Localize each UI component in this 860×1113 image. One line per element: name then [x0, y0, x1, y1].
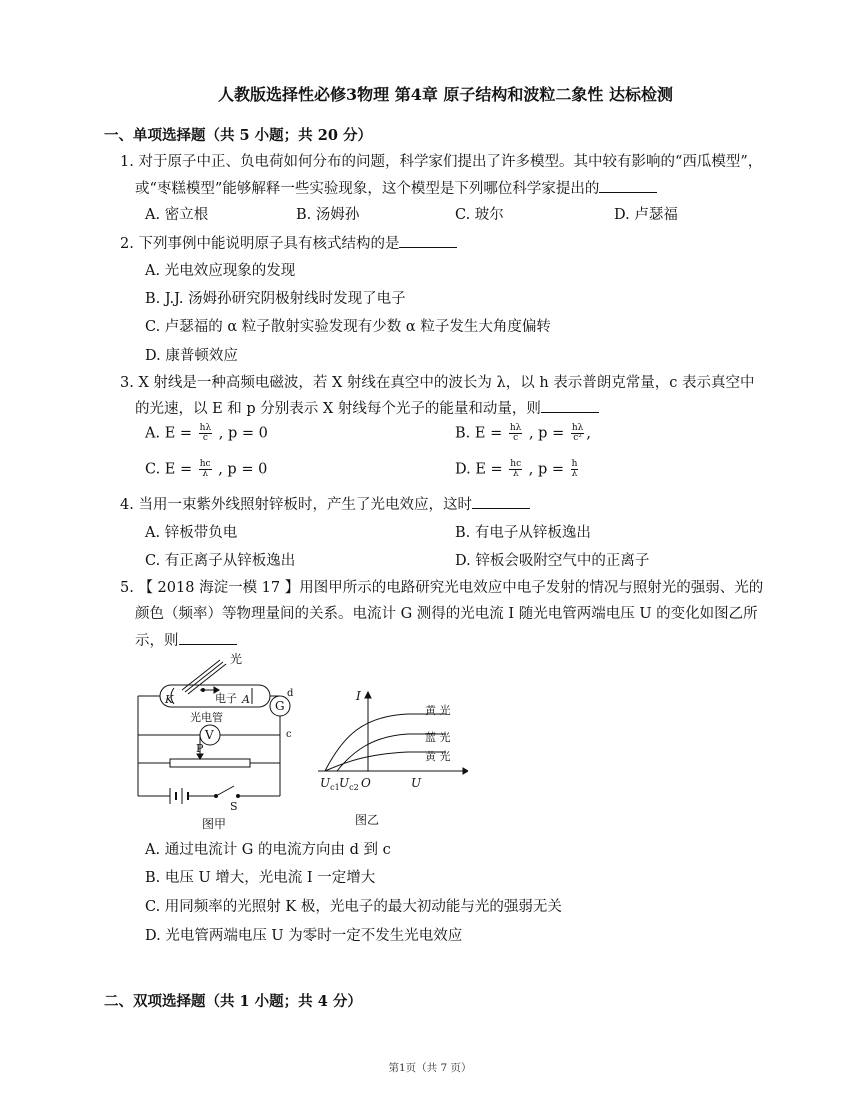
question-2-line-1 — [120, 233, 457, 254]
uc1-subscript: c1 — [330, 783, 340, 792]
v-label: V — [205, 728, 214, 742]
q5-option-d: D. 光电管两端电压 U 为零时一定不发生光电效应 — [145, 928, 463, 944]
q3-a-prefix: A. E = — [145, 425, 193, 442]
circuit-diagram — [130, 650, 305, 830]
q1-option-d: D. 卢瑟福 — [614, 207, 678, 223]
q3-a-fraction — [199, 424, 213, 443]
q3-d-fraction-2 — [571, 460, 579, 479]
question-1-line-1: 1. 对于原子中正、负电荷如何分布的问题，科学家们提出了许多模型。其中较有影响的“西瓜模型”， — [120, 154, 763, 170]
q4-option-b: B. 有电子从锌板逸出 — [455, 525, 591, 541]
u-axis-label: U — [411, 776, 422, 790]
q3-option-c — [145, 460, 267, 479]
q1-option-a: A. 密立根 — [145, 207, 209, 223]
denominator: c — [513, 433, 519, 443]
question-4-stem: 4. 当用一束紫外线照射锌板时，产生了光电效应，这时 — [120, 497, 472, 513]
answer-blank — [599, 178, 657, 193]
numerator: hλ — [571, 423, 584, 433]
q4-option-c: C. 有正离子从锌板逸出 — [145, 553, 296, 569]
page-title: 人教版选择性必修3物理 第4章 原子结构和波粒二象性 达标检测 — [218, 85, 673, 104]
figure-caption-jia: 图甲 — [202, 817, 227, 830]
s-label: S — [230, 800, 238, 813]
electron-dot — [202, 689, 205, 692]
q5-option-b: B. 电压 U 增大，光电流 I 一定增大 — [145, 870, 376, 886]
numerator: hλ — [199, 423, 212, 433]
q3-a-suffix: , p = 0 — [218, 425, 268, 442]
k-label: K — [165, 693, 174, 706]
answer-blank — [399, 233, 457, 248]
uc2-subscript: c2 — [349, 783, 359, 792]
uc2-symbol: U — [339, 776, 350, 790]
q5-option-c: C. 用同频率的光照射 K 极，光电子的最大初动能与光的强弱无关 — [145, 899, 562, 915]
rheostat — [170, 759, 250, 767]
page-footer: 第1页（共 7 页） — [388, 1062, 472, 1074]
denominator: c — [202, 433, 208, 443]
p-label: P — [196, 742, 204, 755]
electron-label: 电子 — [215, 692, 237, 705]
curve-label-upper: 黄 光 — [425, 704, 451, 717]
q4-option-a: A. 锌板带负电 — [145, 525, 238, 541]
q4-option-d: D. 锌板会吸附空气中的正离子 — [455, 553, 650, 569]
curve-label-lower: 黄 光 — [425, 750, 451, 763]
question-3-stem-end: 的光速，以 E 和 p 分别表示 X 射线每个光子的能量和动量，则 — [135, 401, 541, 417]
i-axis-label: I — [356, 689, 361, 703]
q3-c-prefix: C. E = — [145, 461, 193, 478]
question-3-line-1: 3. X 射线是一种高频电磁波，若 X 射线在真空中的波长为 λ，以 h 表示普朗克常量，c 表示真空中 — [120, 375, 755, 391]
question-1-stem-end: 或“枣糕模型”能够解释一些实验现象，这个模型是下列哪位科学家提出的 — [135, 181, 600, 197]
origin-label: O — [361, 776, 371, 790]
denominator: λ — [512, 469, 519, 479]
q3-c-fraction — [199, 460, 212, 479]
q5-option-a: A. 通过电流计 G 的电流方向由 d 到 c — [145, 842, 391, 858]
q3-d-prefix: D. E = — [455, 461, 503, 478]
switch-lever — [216, 786, 234, 796]
answer-blank — [179, 630, 237, 645]
light-beam-line — [185, 662, 223, 692]
q1-option-b: B. 汤姆孙 — [296, 207, 360, 223]
c-label: c — [286, 729, 292, 740]
answer-blank — [541, 398, 599, 413]
curve-label-middle: 蓝 光 — [425, 731, 451, 744]
numerator: hλ — [509, 423, 522, 433]
iu-graph — [318, 686, 468, 830]
q2-option-b: B. J.J. 汤姆孙研究阴极射线时发现了电子 — [145, 291, 406, 307]
denominator: λ — [202, 469, 209, 479]
numerator: h — [571, 459, 578, 469]
q3-option-d — [455, 460, 580, 479]
question-2-stem: 2. 下列事例中能说明原子具有核式结构的是 — [120, 236, 400, 252]
q2-option-d: D. 康普顿效应 — [145, 348, 238, 364]
q3-option-b — [455, 424, 591, 443]
q3-b-middle: , p = — [528, 425, 565, 442]
a-label: A — [242, 693, 250, 706]
question-1-line-2 — [135, 178, 657, 199]
uc1-symbol: U — [320, 776, 331, 790]
uc1-label — [320, 776, 340, 792]
q3-d-fraction-1 — [509, 460, 522, 479]
question-5-line-1: 5. 【 2018 海淀一模 17 】用图甲所示的电路研究光电效应中电子发射的情况与照射光的强弱、光的 — [120, 580, 764, 596]
question-5-line-3 — [135, 630, 237, 651]
section-heading-single-choice: 一、单项选择题（共 5 小题；共 20 分） — [104, 127, 372, 144]
q2-option-c: C. 卢瑟福的 α 粒子散射实验发现有少数 α 粒子发生大角度偏转 — [145, 319, 551, 335]
q3-b-fraction-1 — [509, 424, 523, 443]
d-label: d — [287, 688, 294, 699]
i-axis-arrow — [365, 692, 371, 698]
u-axis-arrow — [463, 768, 468, 774]
numerator: hc — [199, 459, 211, 469]
q3-b-prefix: B. E = — [455, 425, 503, 442]
light-label: 光 — [230, 652, 243, 666]
question-5-line-2: 颜色（频率）等物理量间的关系。电流计 G 测得的光电流 I 随光电管两端电压 U 的变化如图乙所 — [135, 606, 758, 622]
q3-c-suffix: , p = 0 — [218, 461, 268, 478]
q2-option-a: A. 光电效应现象的发现 — [145, 263, 296, 279]
denominator: c² — [573, 433, 582, 443]
question-4-line-1 — [120, 494, 530, 515]
uc2-label — [339, 776, 359, 792]
denominator: λ — [571, 469, 578, 479]
q3-b-fraction-2 — [571, 424, 585, 443]
q1-option-c: C. 玻尔 — [455, 207, 504, 223]
answer-blank — [472, 494, 530, 509]
q3-d-middle: , p = — [528, 461, 564, 478]
section-heading-double-choice: 二、双项选择题（共 1 小题；共 4 分） — [104, 993, 362, 1010]
phototube-label: 光电管 — [190, 711, 223, 724]
q3-b-suffix: , — [586, 425, 591, 442]
g-label: G — [275, 699, 285, 713]
q3-option-a — [145, 424, 268, 443]
question-3-line-2 — [135, 398, 599, 419]
figure-caption-yi: 图乙 — [355, 813, 380, 827]
question-5-stem-end: 示，则 — [135, 633, 179, 649]
numerator: hc — [510, 459, 522, 469]
